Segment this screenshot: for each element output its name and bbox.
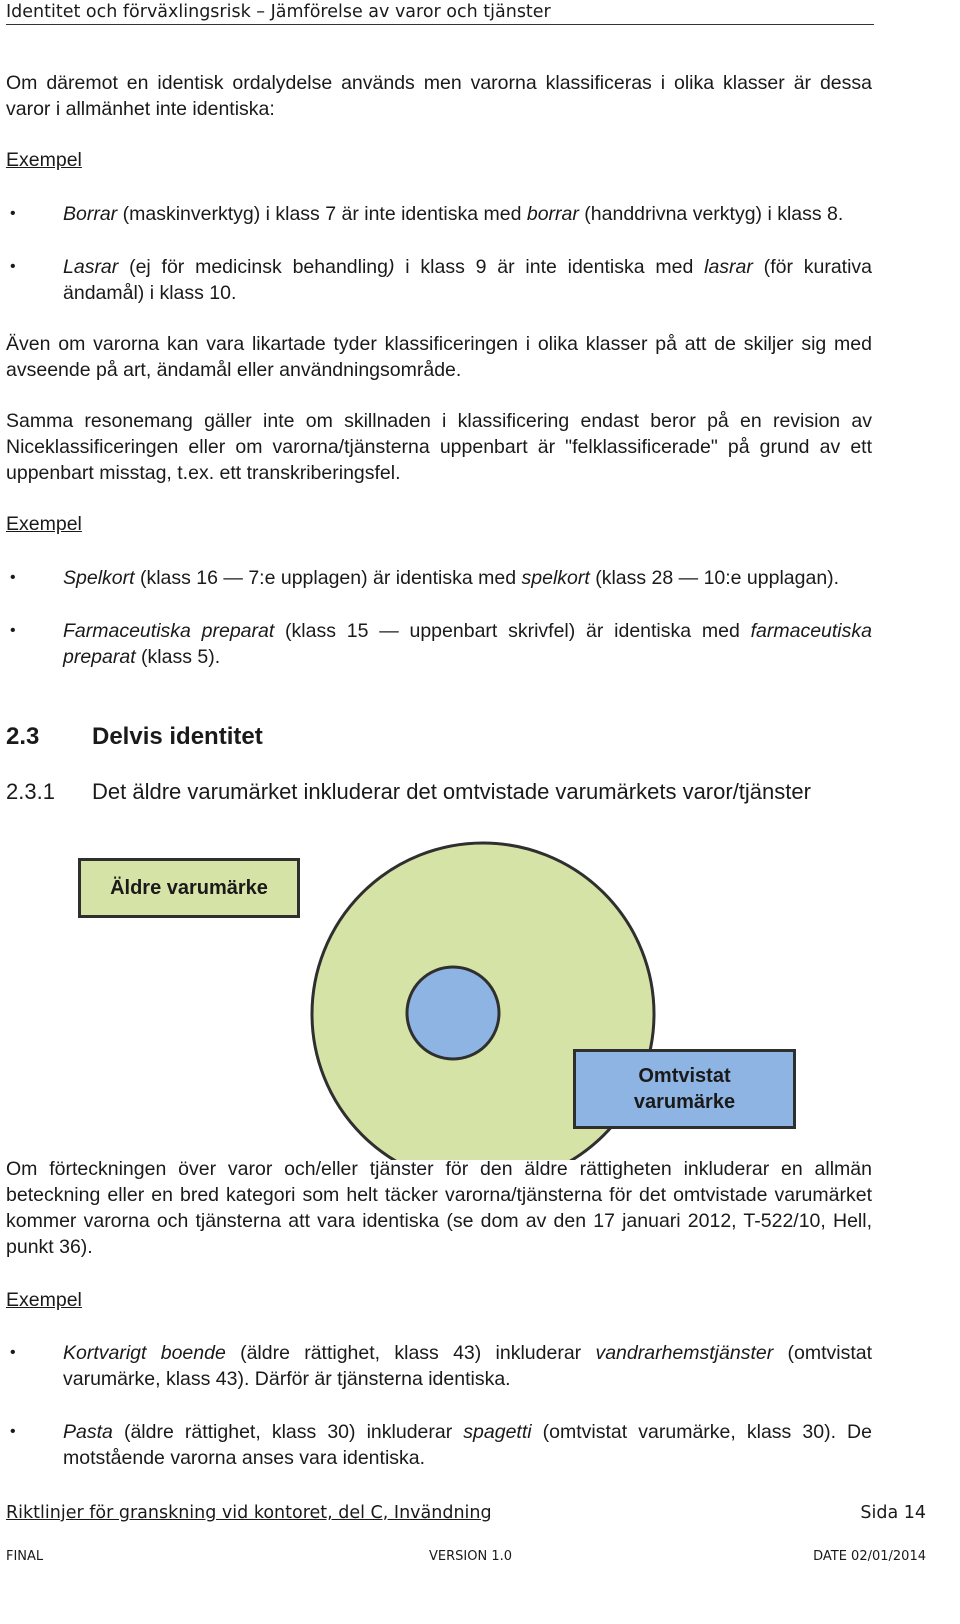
page-number: Sida 14 — [860, 1503, 926, 1523]
list-item: • Farmaceutiska preparat (klass 15 ― uppenbart skrivfel) är identiska med farmaceutiska preparat (klass 5). — [10, 620, 872, 668]
intro-paragraph: Om däremot en identisk ordalydelse används men varorna klassificeras i olika klasser är dessa varor i allmänhet inte identiska: — [6, 72, 872, 120]
example-label: Exempel — [6, 149, 82, 171]
bullet-icon: • — [10, 205, 16, 222]
bullet-icon: • — [10, 258, 16, 275]
date-label: DATE 02/01/2014 — [813, 1549, 926, 1564]
bullet-icon: • — [10, 1423, 16, 1440]
footer-title: Riktlinjer för granskning vid kontoret, del C, Invändning — [6, 1503, 492, 1523]
example-label: Exempel — [6, 513, 82, 535]
page-footer — [6, 1501, 926, 1525]
list-item: • Kortvarigt boende (äldre rättighet, klass 43) inkluderar vandrarhemstjänster (omtvistat varumärke, klass 43). Därför är tjänsterna identiska. — [10, 1342, 872, 1390]
document-status-bar — [6, 1548, 926, 1566]
contested-trademark-label: Omtvistat varumärke — [573, 1049, 796, 1129]
bullet-icon: • — [10, 569, 16, 586]
subsection-heading: 2.3.1 Det äldre varumärket inkluderar det omtvistade varumärkets varor/tjänster — [6, 779, 811, 804]
bullet-icon: • — [10, 1344, 16, 1361]
section-heading: 2.3 Delvis identitet — [6, 723, 263, 750]
contested-trademark-circle — [407, 967, 499, 1059]
older-trademark-label: Äldre varumärke — [78, 858, 300, 918]
running-header: Identitet och förväxlingsrisk – Jämförelse av varor och tjänster — [6, 0, 874, 25]
version-label: VERSION 1.0 — [429, 1549, 512, 1564]
paragraph-classification: Även om varorna kan vara likartade tyder klassificeringen i olika klasser på att de skiljer sig med avseende på art, ändamål eller användningsområde. — [6, 333, 872, 381]
example-label: Exempel — [6, 1289, 82, 1311]
list-item: • Borrar (maskinverktyg) i klass 7 är inte identiska med borrar (handdrivna verktyg) i klass 8. — [10, 203, 844, 225]
list-item: • Spelkort (klass 16 ― 7:e upplagen) är identiska med spelkort (klass 28 ― 10:e upplagan). — [10, 567, 840, 589]
bullet-icon: • — [10, 622, 16, 639]
paragraph-general-term: Om förteckningen över varor och/eller tjänster för den äldre rättigheten inkluderar en allmän beteckning eller en bred kategori som helt täcker varorna/tjänsterna för det omtvistade varumärket kommer varorna och tjänsterna att vara identiska (se dom av den 17 januari 2012, T-522/10, Hell, punkt 36). — [6, 1158, 872, 1258]
list-item: • Lasrar (ej för medicinsk behandling) i klass 9 är inte identiska med lasrar (för kurativa ändamål) i klass 10. — [10, 256, 873, 304]
list-item: • Pasta (äldre rättighet, klass 30) inkluderar spagetti (omtvistat varumärke, klass 30). De motstående varorna anses vara identiska. — [10, 1421, 872, 1469]
status-final: FINAL — [6, 1549, 44, 1564]
paragraph-reasoning: Samma resonemang gäller inte om skillnaden i klassificering endast beror på en revision av Niceklassificeringen eller om varorna/tjänsterna uppenbart är "felklassificerade" på grund av ett uppenbart misstag, t.ex. ett transkriberingsfel. — [6, 410, 872, 484]
